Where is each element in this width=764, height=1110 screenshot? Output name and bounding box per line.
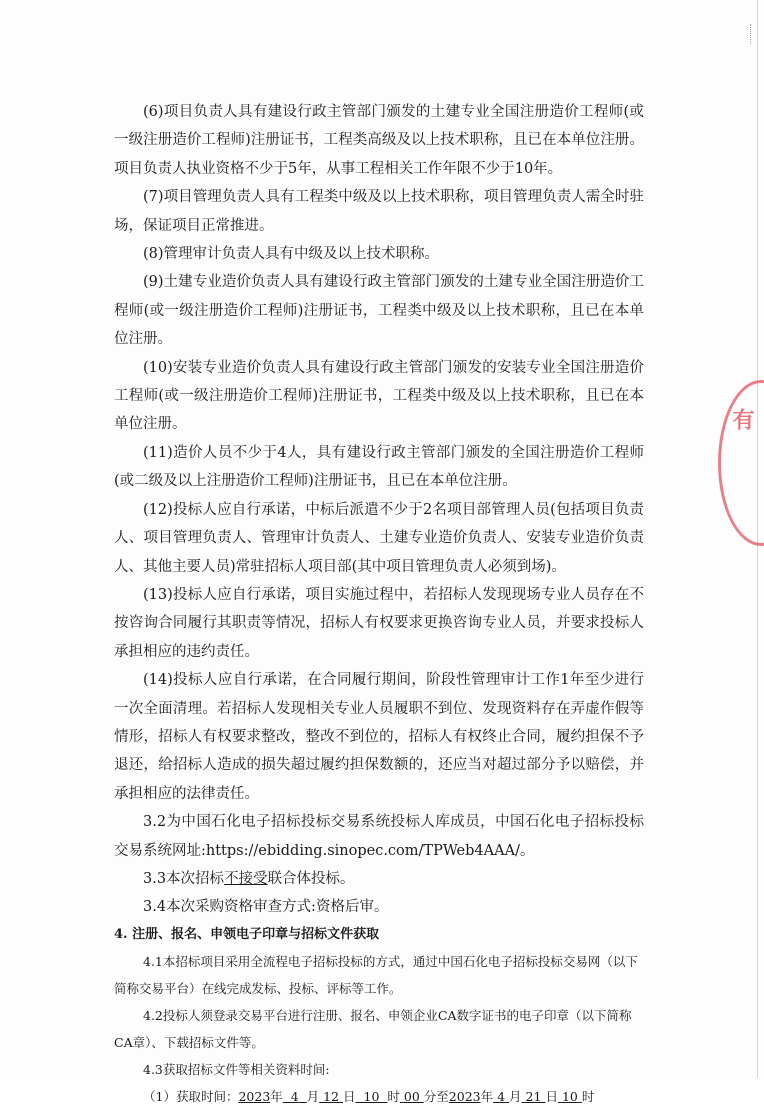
time-to: 至 <box>436 1088 449 1104</box>
start-year: 2023 <box>238 1088 271 1104</box>
section-4-1: 4.1本招标项目采用全流程电子招标投标的方式，通过中国石化电子招标投标交易网（以下简称交易平台）在线完成发标、投标、评标等工作。 <box>114 953 638 996</box>
corner-mark <box>742 24 751 44</box>
paragraph-7: (7)项目管理负责人具有工程类中级及以上技术职称，项目管理负责人需全时驻场，保证项目正常推进。 <box>114 189 644 234</box>
start-day: 12 <box>323 1088 340 1104</box>
acquire-time-line: （1）获取时间：2023年 4 月 12 日 10 时 00 分至2023年 4 月 21 日 10 时 <box>143 1088 595 1104</box>
paragraph-10: (10)安装专业造价负责人具有建设行政主管部门颁发的安装专业全国注册造价工程师(或一级注册造价工程师)注册证书，工程类中级及以上技术职称，且已在本单位注册。 <box>114 359 644 433</box>
end-hour: 10 <box>561 1088 578 1104</box>
end-day: 21 <box>525 1088 542 1104</box>
start-minute: 00 <box>403 1088 420 1104</box>
stamp-glyph: 有 <box>729 408 755 430</box>
time-prefix: （1）获取时间： <box>143 1088 239 1104</box>
section-4-heading: 4. 注册、报名、申领电子印章与招标文件获取 <box>114 926 380 942</box>
section-4-3: 4.3获取招标文件等相关资料时间: <box>143 1061 330 1077</box>
paragraph-14: (14)投标人应自行承诺，在合同履行期间，阶段性管理审计工作1年至少进行一次全面清理。若招标人发现相关专业人员履职不到位、发现资料存在弄虚作假等情形，招标人有权要求整改，整改不到位的，招标人有权终止合同，履约担保不予退还，给招标人造成的损失超过履约担保数额的，还应当对超过部分予以赔偿，并承担相应的法律责任。 <box>114 672 644 802</box>
p33-underlined: 不接受 <box>224 870 268 887</box>
end-month: 4 <box>497 1088 506 1104</box>
paragraph-9: (9)土建专业造价负责人具有建设行政主管部门颁发的土建专业全国注册造价工程师(或一级注册造价工程师)注册证书，工程类中级及以上技术职称，且已在本单位注册。 <box>114 274 644 348</box>
red-seal-stamp <box>718 380 764 546</box>
paragraph-3-4: 3.4本次采购资格审查方式:资格后审。 <box>143 899 389 916</box>
paragraph-8: (8)管理审计负责人具有中级及以上技术职称。 <box>143 246 440 263</box>
paragraph-3-3 <box>114 865 644 893</box>
document-body <box>114 98 644 1110</box>
section-4-2: 4.2投标人须登录交易平台进行注册、报名、申领企业CA数字证书的电子印章（以下简称CA章）、下载招标文件等。 <box>114 1007 632 1050</box>
start-hour: 10 <box>363 1088 380 1104</box>
paragraph-13: (13)投标人应自行承诺，项目实施过程中，若招标人发现现场专业人员存在不按咨询合同履行其职责等情况，招标人有权要求更换咨询专业人员，并要求投标人承担相应的违约责任。 <box>114 586 644 660</box>
start-month: 4 <box>290 1088 299 1104</box>
end-year: 2023 <box>448 1088 481 1104</box>
paragraph-11: (11)造价人员不少于4人，具有建设行政主管部门颁发的全国注册造价工程师(或二级及以上注册造价工程师)注册证书，且已在本单位注册。 <box>114 444 644 490</box>
paragraph-12: (12)投标人应自行承诺，中标后派遣不少于2名项目部管理人员(包括项目负责人、项目管理负责人、管理审计负责人、土建专业造价负责人、安装专业造价负责人、其他主要人员)常驻招标人项目部(其中项目管理负责人必须到场)。 <box>114 501 644 575</box>
paragraph-3-2: 3.2为中国石化电子招标投标交易系统投标人库成员，中国石化电子招标投标交易系统网址:https://ebidding.sinopec.com/TPWeb4AAA/。 <box>114 814 644 859</box>
p33-pre: 3.3本次招标 <box>143 870 225 887</box>
p33-post: 联合体投标。 <box>267 870 355 887</box>
paragraph-6: (6)项目负责人具有建设行政主管部门颁发的土建专业全国注册造价工程师(或一级注册造价工程师)注册证书，工程类高级及以上技术职称，且已在本单位注册。项目负责人执业资格不少于5年，从事工程相关工作年限不少于10年。 <box>114 104 644 177</box>
